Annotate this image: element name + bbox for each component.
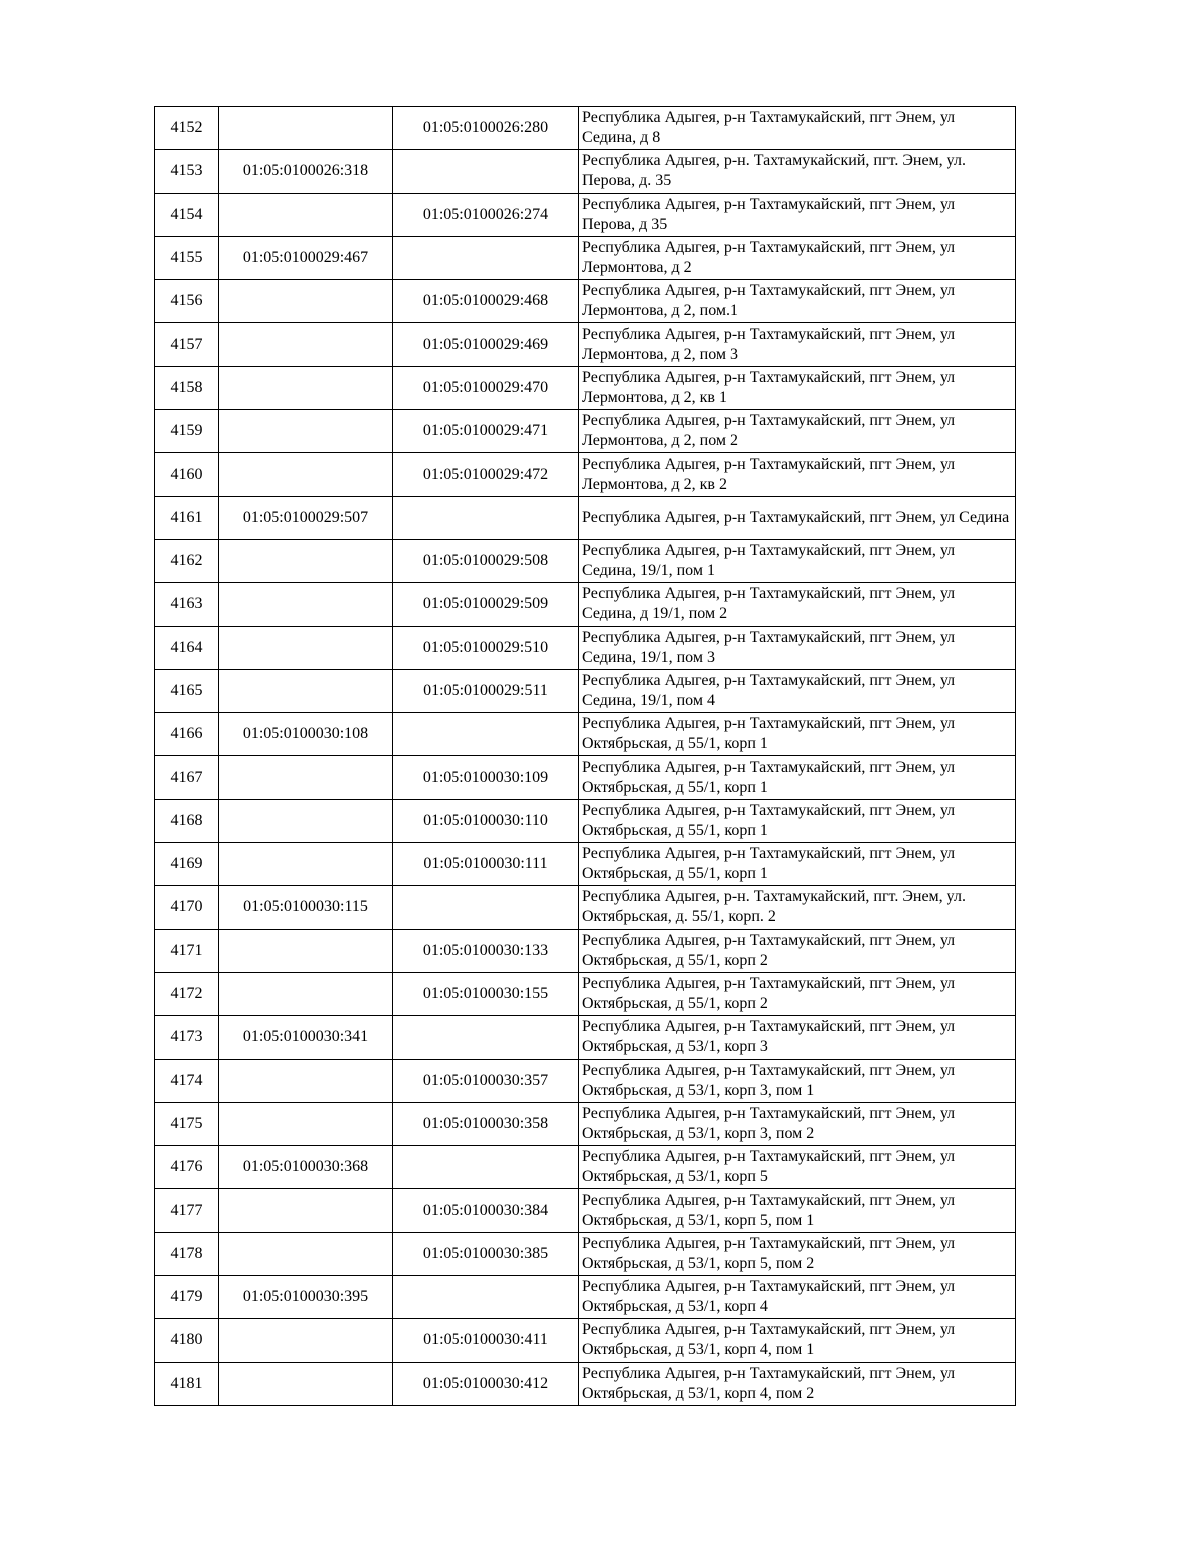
address-cell xyxy=(579,1232,1016,1275)
address-cell xyxy=(579,1276,1016,1319)
building-cadastral-number-cell xyxy=(219,1276,393,1319)
address-cell xyxy=(579,1146,1016,1189)
building-cadastral-number-cell xyxy=(219,886,393,929)
address-text: Республика Адыгея, р-н Тахтамукайский, пгт Энем, ул Перова, д 35 xyxy=(582,195,956,233)
address-cell xyxy=(579,150,1016,193)
table-row xyxy=(155,1362,1016,1405)
address-cell xyxy=(579,410,1016,453)
premise-cadastral-number-cell xyxy=(393,1362,579,1405)
address-cell xyxy=(579,1189,1016,1232)
address-cell xyxy=(579,280,1016,323)
address-cell xyxy=(579,539,1016,582)
address-cell xyxy=(579,193,1016,236)
row-number-cell xyxy=(155,539,219,582)
row-number-text: 4173 xyxy=(170,1028,203,1046)
table-row xyxy=(155,626,1016,669)
building-cadastral-number-cell xyxy=(219,1362,393,1405)
building-cadastral-number-cell xyxy=(219,972,393,1015)
premise-cadastral-number-text: 01:05:0100030:384 xyxy=(422,1201,549,1219)
table-row xyxy=(155,669,1016,712)
address-text: Республика Адыгея, р-н Тахтамукайский, пгт Энем, ул Октябрьская, д 53/1, корп 5 xyxy=(582,1148,956,1186)
premise-cadastral-number-cell xyxy=(393,626,579,669)
building-cadastral-number-cell xyxy=(219,323,393,366)
table-row xyxy=(155,972,1016,1015)
address-cell xyxy=(579,496,1016,539)
row-number-text: 4161 xyxy=(170,508,203,526)
row-number-cell xyxy=(155,583,219,626)
building-cadastral-number-cell xyxy=(219,150,393,193)
row-number-text: 4159 xyxy=(170,422,203,440)
table-row xyxy=(155,1016,1016,1059)
premise-cadastral-number-cell xyxy=(393,539,579,582)
address-text: Республика Адыгея, р-н Тахтамукайский, пгт Энем, ул Седина, 19/1, пом 3 xyxy=(582,628,956,666)
row-number-text: 4155 xyxy=(170,249,203,267)
row-number-cell xyxy=(155,1276,219,1319)
building-cadastral-number-text: 01:05:0100030:108 xyxy=(242,725,369,743)
table-row xyxy=(155,843,1016,886)
row-number-text: 4166 xyxy=(170,725,203,743)
row-number-text: 4178 xyxy=(170,1244,203,1262)
table-row xyxy=(155,193,1016,236)
row-number-cell xyxy=(155,453,219,496)
premise-cadastral-number-cell xyxy=(393,843,579,886)
premise-cadastral-number-cell xyxy=(393,929,579,972)
row-number-text: 4172 xyxy=(170,985,203,1003)
row-number-cell xyxy=(155,843,219,886)
building-cadastral-number-text: 01:05:0100026:318 xyxy=(242,162,369,180)
address-cell xyxy=(579,669,1016,712)
building-cadastral-number-cell xyxy=(219,280,393,323)
address-text: Республика Адыгея, р-н Тахтамукайский, пгт Энем, ул Октябрьская, д 53/1, корп 4 xyxy=(582,1278,956,1316)
table-row xyxy=(155,236,1016,279)
premise-cadastral-number-cell xyxy=(393,1102,579,1145)
row-number-text: 4154 xyxy=(170,205,203,223)
address-text: Республика Адыгея, р-н Тахтамукайский, пгт Энем, ул Лермонтова, д 2, пом.1 xyxy=(582,282,956,320)
premise-cadastral-number-cell xyxy=(393,1146,579,1189)
address-text: Республика Адыгея, р-н. Тахтамукайский, пгт. Энем, ул. Октябрьская, д. 55/1, корп. 2 xyxy=(582,888,966,926)
table-row xyxy=(155,583,1016,626)
premise-cadastral-number-text: 01:05:0100030:109 xyxy=(422,768,549,786)
building-cadastral-number-cell xyxy=(219,799,393,842)
building-cadastral-number-cell xyxy=(219,1232,393,1275)
row-number-text: 4157 xyxy=(170,335,203,353)
premise-cadastral-number-text: 01:05:0100029:509 xyxy=(422,595,549,613)
premise-cadastral-number-cell xyxy=(393,1189,579,1232)
address-cell xyxy=(579,1016,1016,1059)
building-cadastral-number-cell xyxy=(219,1102,393,1145)
address-text: Республика Адыгея, р-н Тахтамукайский, пгт Энем, ул Лермонтова, д 2, кв 2 xyxy=(582,455,956,493)
address-text: Республика Адыгея, р-н. Тахтамукайский, пгт. Энем, ул. Перова, д. 35 xyxy=(582,152,966,190)
row-number-cell xyxy=(155,972,219,1015)
building-cadastral-number-cell xyxy=(219,410,393,453)
row-number-text: 4160 xyxy=(170,465,203,483)
premise-cadastral-number-text: 01:05:0100030:385 xyxy=(422,1244,549,1262)
table-row xyxy=(155,1146,1016,1189)
premise-cadastral-number-cell xyxy=(393,496,579,539)
address-cell xyxy=(579,843,1016,886)
row-number-cell xyxy=(155,799,219,842)
premise-cadastral-number-cell xyxy=(393,799,579,842)
address-text: Республика Адыгея, р-н Тахтамукайский, пгт Энем, ул Октябрьская, д 55/1, корп 2 xyxy=(582,975,956,1013)
building-cadastral-number-text: 01:05:0100030:341 xyxy=(242,1028,369,1046)
building-cadastral-number-cell xyxy=(219,453,393,496)
premise-cadastral-number-cell xyxy=(393,323,579,366)
premise-cadastral-number-cell xyxy=(393,886,579,929)
table-row xyxy=(155,756,1016,799)
address-cell xyxy=(579,583,1016,626)
premise-cadastral-number-cell xyxy=(393,1016,579,1059)
address-cell xyxy=(579,323,1016,366)
row-number-cell xyxy=(155,496,219,539)
row-number-text: 4165 xyxy=(170,682,203,699)
address-text: Республика Адыгея, р-н Тахтамукайский, пгт Энем, ул Лермонтова, д 2, пом 2 xyxy=(582,412,956,450)
premise-cadastral-number-cell xyxy=(393,280,579,323)
building-cadastral-number-cell xyxy=(219,669,393,712)
premise-cadastral-number-cell xyxy=(393,410,579,453)
row-number-cell xyxy=(155,280,219,323)
row-number-text: 4176 xyxy=(170,1158,203,1176)
row-number-text: 4153 xyxy=(170,162,203,180)
row-number-text: 4156 xyxy=(170,292,203,310)
address-cell xyxy=(579,626,1016,669)
row-number-text: 4152 xyxy=(170,119,203,137)
row-number-cell xyxy=(155,756,219,799)
table-row xyxy=(155,453,1016,496)
address-cell xyxy=(579,1362,1016,1405)
row-number-cell xyxy=(155,1319,219,1362)
row-number-text: 4169 xyxy=(170,855,203,873)
row-number-cell xyxy=(155,1146,219,1189)
address-text: Республика Адыгея, р-н Тахтамукайский, пгт Энем, ул Октябрьская, д 55/1, корп 2 xyxy=(582,931,956,969)
premise-cadastral-number-cell xyxy=(393,669,579,712)
address-text: Республика Адыгея, р-н Тахтамукайский, пгт Энем, ул Лермонтова, д 2, пом 3 xyxy=(582,325,956,363)
table-row xyxy=(155,886,1016,929)
premise-cadastral-number-text: 01:05:0100029:468 xyxy=(422,292,549,310)
table-row xyxy=(155,150,1016,193)
premise-cadastral-number-text: 01:05:0100030:155 xyxy=(422,985,549,1003)
row-number-text: 4167 xyxy=(170,768,203,786)
address-text: Республика Адыгея, р-н Тахтамукайский, пгт Энем, ул Октябрьская, д 53/1, корп 5, пом 1 xyxy=(582,1191,956,1229)
row-number-cell xyxy=(155,193,219,236)
premise-cadastral-number-cell xyxy=(393,366,579,409)
address-cell xyxy=(579,756,1016,799)
row-number-text: 4158 xyxy=(170,378,203,396)
building-cadastral-number-cell xyxy=(219,1146,393,1189)
table-row xyxy=(155,929,1016,972)
row-number-cell xyxy=(155,366,219,409)
row-number-text: 4181 xyxy=(170,1374,203,1392)
table-row xyxy=(155,107,1016,150)
row-number-cell xyxy=(155,669,219,712)
building-cadastral-number-cell xyxy=(219,1189,393,1232)
row-number-text: 4175 xyxy=(170,1114,203,1132)
premise-cadastral-number-text: 01:05:0100029:510 xyxy=(422,638,549,656)
premise-cadastral-number-cell xyxy=(393,972,579,1015)
address-text: Республика Адыгея, р-н Тахтамукайский, пгт Энем, ул Седина, д 19/1, пом 2 xyxy=(582,585,956,623)
building-cadastral-number-text: 01:05:0100030:115 xyxy=(243,898,368,916)
premise-cadastral-number-text: 01:05:0100030:110 xyxy=(423,811,548,829)
premise-cadastral-number-text: 01:05:0100030:133 xyxy=(422,941,549,959)
premise-cadastral-number-text: 01:05:0100026:274 xyxy=(422,205,549,223)
table-row xyxy=(155,539,1016,582)
premise-cadastral-number-cell xyxy=(393,1276,579,1319)
premise-cadastral-number-cell xyxy=(393,150,579,193)
premise-cadastral-number-text: 01:05:0100026:280 xyxy=(422,119,549,137)
building-cadastral-number-cell xyxy=(219,107,393,150)
table-row xyxy=(155,1059,1016,1102)
address-text: Республика Адыгея, р-н Тахтамукайский, пгт Энем, ул Седина, 19/1, пом 4 xyxy=(582,672,956,709)
row-number-text: 4180 xyxy=(170,1331,203,1349)
premise-cadastral-number-cell xyxy=(393,756,579,799)
building-cadastral-number-cell xyxy=(219,1016,393,1059)
row-number-text: 4170 xyxy=(170,898,203,916)
row-number-cell xyxy=(155,410,219,453)
row-number-cell xyxy=(155,323,219,366)
address-text: Республика Адыгея, р-н Тахтамукайский, пгт Энем, ул Октябрьская, д 53/1, корп 5, пом 2 xyxy=(582,1234,956,1272)
table-row xyxy=(155,1276,1016,1319)
row-number-cell xyxy=(155,1189,219,1232)
table-row xyxy=(155,410,1016,453)
building-cadastral-number-cell xyxy=(219,843,393,886)
address-text: Республика Адыгея, р-н Тахтамукайский, пгт Энем, ул Октябрьская, д 53/1, корп 3, пом 2 xyxy=(582,1104,956,1142)
row-number-text: 4163 xyxy=(170,595,203,613)
address-cell xyxy=(579,1319,1016,1362)
building-cadastral-number-cell xyxy=(219,366,393,409)
address-cell xyxy=(579,236,1016,279)
address-cell xyxy=(579,929,1016,972)
building-cadastral-number-cell xyxy=(219,539,393,582)
building-cadastral-number-cell xyxy=(219,756,393,799)
address-text: Республика Адыгея, р-н Тахтамукайский, пгт Энем, ул Октябрьская, д 53/1, корп 3 xyxy=(582,1018,956,1056)
address-text: Республика Адыгея, р-н Тахтамукайский, пгт Энем, ул Лермонтова, д 2 xyxy=(582,239,956,277)
premise-cadastral-number-cell xyxy=(393,583,579,626)
premise-cadastral-number-text: 01:05:0100029:470 xyxy=(422,378,549,396)
row-number-cell xyxy=(155,1362,219,1405)
row-number-cell xyxy=(155,713,219,756)
row-number-text: 4162 xyxy=(170,552,203,570)
table-row xyxy=(155,713,1016,756)
premise-cadastral-number-cell xyxy=(393,1232,579,1275)
premise-cadastral-number-text: 01:05:0100029:469 xyxy=(422,335,549,353)
address-text: Республика Адыгея, р-н Тахтамукайский, пгт Энем, ул Седина, 19/1, пом 1 xyxy=(582,542,956,580)
premise-cadastral-number-text: 01:05:0100030:111 xyxy=(423,855,548,873)
building-cadastral-number-cell xyxy=(219,583,393,626)
premise-cadastral-number-text: 01:05:0100029:471 xyxy=(422,422,549,440)
table-row xyxy=(155,1102,1016,1145)
row-number-text: 4171 xyxy=(170,941,203,959)
table-row xyxy=(155,280,1016,323)
address-text: Республика Адыгея, р-н Тахтамукайский, пгт Энем, ул Октябрьская, д 55/1, корп 1 xyxy=(582,758,956,796)
premise-cadastral-number-text: 01:05:0100030:412 xyxy=(422,1374,549,1392)
premise-cadastral-number-text: 01:05:0100030:358 xyxy=(422,1114,549,1132)
building-cadastral-number-cell xyxy=(219,1319,393,1362)
building-cadastral-number-cell xyxy=(219,1059,393,1102)
building-cadastral-number-text: 01:05:0100030:368 xyxy=(242,1158,369,1176)
building-cadastral-number-cell xyxy=(219,236,393,279)
row-number-text: 4179 xyxy=(170,1288,203,1306)
address-cell xyxy=(579,453,1016,496)
address-cell xyxy=(579,799,1016,842)
row-number-text: 4174 xyxy=(170,1071,203,1089)
premise-cadastral-number-text: 01:05:0100030:411 xyxy=(423,1331,548,1349)
premise-cadastral-number-cell xyxy=(393,713,579,756)
premise-cadastral-number-cell xyxy=(393,1319,579,1362)
address-text: Республика Адыгея, р-н Тахтамукайский, пгт Энем, ул Октябрьская, д 53/1, корп 4, пом 2 xyxy=(582,1364,956,1402)
row-number-cell xyxy=(155,1016,219,1059)
premise-cadastral-number-cell xyxy=(393,107,579,150)
registry-body xyxy=(155,107,1016,1406)
table-row xyxy=(155,366,1016,409)
building-cadastral-number-text: 01:05:0100030:395 xyxy=(242,1288,369,1306)
premise-cadastral-number-text: 01:05:0100029:511 xyxy=(423,682,548,699)
address-cell xyxy=(579,972,1016,1015)
address-text: Республика Адыгея, р-н Тахтамукайский, пгт Энем, ул Седина, д 8 xyxy=(582,109,956,147)
row-number-cell xyxy=(155,150,219,193)
row-number-text: 4168 xyxy=(170,811,203,829)
premise-cadastral-number-text: 01:05:0100030:357 xyxy=(422,1071,549,1089)
row-number-cell xyxy=(155,626,219,669)
address-text: Республика Адыгея, р-н Тахтамукайский, пгт Энем, ул Октябрьская, д 55/1, корп 1 xyxy=(582,715,956,753)
premise-cadastral-number-cell xyxy=(393,1059,579,1102)
row-number-cell xyxy=(155,1059,219,1102)
building-cadastral-number-cell xyxy=(219,713,393,756)
premise-cadastral-number-cell xyxy=(393,193,579,236)
address-cell xyxy=(579,107,1016,150)
address-cell xyxy=(579,1059,1016,1102)
building-cadastral-number-cell xyxy=(219,496,393,539)
table-row xyxy=(155,1189,1016,1232)
address-cell xyxy=(579,1102,1016,1145)
address-cell xyxy=(579,713,1016,756)
table-row xyxy=(155,496,1016,539)
premise-cadastral-number-text: 01:05:0100029:508 xyxy=(422,552,549,570)
premise-cadastral-number-cell xyxy=(393,236,579,279)
address-cell xyxy=(579,886,1016,929)
row-number-text: 4164 xyxy=(170,638,203,656)
row-number-cell xyxy=(155,1232,219,1275)
building-cadastral-number-cell xyxy=(219,193,393,236)
row-number-text: 4177 xyxy=(170,1201,203,1219)
address-text: Республика Адыгея, р-н Тахтамукайский, пгт Энем, ул Октябрьская, д 55/1, корп 1 xyxy=(582,845,956,883)
row-number-cell xyxy=(155,1102,219,1145)
row-number-cell xyxy=(155,107,219,150)
address-text: Республика Адыгея, р-н Тахтамукайский, пгт Энем, ул Октябрьская, д 53/1, корп 4, пом 1 xyxy=(582,1321,956,1359)
address-text: Республика Адыгея, р-н Тахтамукайский, пгт Энем, ул Седина xyxy=(582,508,1010,526)
address-cell xyxy=(579,366,1016,409)
address-text: Республика Адыгея, р-н Тахтамукайский, пгт Энем, ул Октябрьская, д 53/1, корп 3, пом 1 xyxy=(582,1061,956,1099)
row-number-cell xyxy=(155,886,219,929)
building-cadastral-number-text: 01:05:0100029:467 xyxy=(242,249,369,267)
address-text: Республика Адыгея, р-н Тахтамукайский, пгт Энем, ул Октябрьская, д 55/1, корп 1 xyxy=(582,801,956,839)
table-row xyxy=(155,323,1016,366)
table-row xyxy=(155,1232,1016,1275)
property-registry-table xyxy=(154,106,1016,1406)
table-row xyxy=(155,799,1016,842)
row-number-cell xyxy=(155,236,219,279)
row-number-cell xyxy=(155,929,219,972)
table-row xyxy=(155,1319,1016,1362)
premise-cadastral-number-text: 01:05:0100029:472 xyxy=(422,465,549,483)
building-cadastral-number-cell xyxy=(219,929,393,972)
building-cadastral-number-cell xyxy=(219,626,393,669)
building-cadastral-number-text: 01:05:0100029:507 xyxy=(242,508,369,526)
address-text: Республика Адыгея, р-н Тахтамукайский, пгт Энем, ул Лермонтова, д 2, кв 1 xyxy=(582,368,956,406)
premise-cadastral-number-cell xyxy=(393,453,579,496)
